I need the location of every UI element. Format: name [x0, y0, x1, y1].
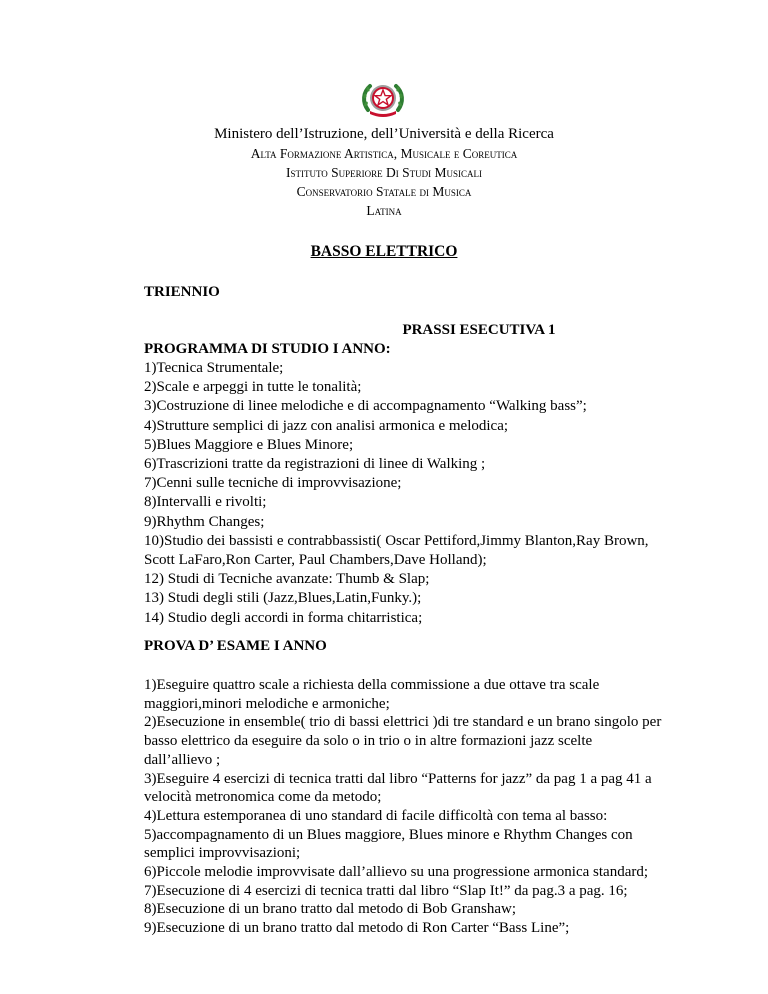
program-item: 12) Studi di Tecniche avanzate: Thumb & Slap;	[144, 571, 430, 588]
program-item: 8)Intervalli e rivolti;	[144, 494, 267, 511]
exam-item: 9)Esecuzione di un brano tratto dal metodo di Ron Carter “Bass Line”;	[144, 920, 570, 937]
program-item: 3)Costruzione di linee melodiche e di accompagnamento “Walking bass”;	[144, 398, 587, 415]
exam-item: 6)Piccole melodie improvvisate dall’allievo su una progressione armonica standard;	[144, 864, 649, 881]
exam-item: 5)accompagnamento di un Blues maggiore, Blues minore e Rhythm Changes con semplici improvvisazioni;	[144, 826, 633, 862]
program-item: 10)Studio dei bassisti e contrabbassisti( Oscar Pettiford,Jimmy Blanton,Ray Brown, Scott LaFaro,Ron Carter, Paul Chambers,Dave Holland);	[144, 532, 649, 569]
course-heading	[144, 321, 664, 340]
exam-item: 7)Esecuzione di 4 esercizi di tecnica tratti dal libro “Slap It!” da pag.3 a pag. 16;	[144, 882, 628, 899]
exam-item: 2)Esecuzione in ensemble( trio di bassi elettrici )di tre standard e un brano singolo per basso elettrico da eseguire da solo o in trio o in altre formazioni jazz scelte dall’allievo ;	[144, 714, 662, 768]
program-item: 6)Trascrizioni tratte da registrazioni di linee di Walking ;	[144, 456, 486, 473]
program-item: 9)Rhythm Changes;	[144, 513, 265, 530]
exam-heading: PROVA D’ ESAME I ANNO	[144, 638, 327, 654]
program-item: 4)Strutture semplici di jazz con analisi armonica e melodica;	[144, 417, 509, 434]
institution-header	[0, 125, 768, 220]
exam-item: 4)Lettura estemporanea di uno standard di facile difficoltà con tema al basso:	[144, 807, 608, 824]
institution-line-afam: Alta Formazione Artistica, Musicale e Coreutica	[250, 146, 518, 161]
italian-republic-emblem-icon	[360, 80, 406, 120]
exam-item: 3)Eseguire 4 esercizi di tecnica tratti dal libro “Patterns for jazz” da pag 1 a pag 41 a velocità metronomica come da metodo;	[144, 770, 652, 806]
document-title: BASSO ELETTRICO	[310, 243, 458, 260]
program-item: 5)Blues Maggiore e Blues Minore;	[144, 436, 354, 453]
exam-item: 1)Eseguire quattro scale a richiesta della commissione a due ottave tra scale maggiori,minori melodiche e armoniche;	[144, 677, 600, 712]
institution-line-city: Latina	[366, 203, 402, 218]
program-item: 2)Scale e arpeggi in tutte le tonalità;	[144, 379, 362, 396]
program-heading: PROGRAMMA DI STUDIO I ANNO:	[144, 341, 391, 357]
program-item: 13) Studi degli stili (Jazz,Blues,Latin,Funky.);	[144, 590, 422, 607]
exam-list	[144, 676, 664, 938]
program-item: 14) Studio degli accordi in forma chitarristica;	[144, 609, 423, 626]
course-title: PRASSI ESECUTIVA 1	[402, 322, 556, 338]
exam-item: 8)Esecuzione di un brano tratto dal metodo di Bob Granshaw;	[144, 901, 516, 918]
institution-line-conservatory: Conservatorio Statale di Musica	[296, 184, 472, 199]
program-item: 1)Tecnica Strumentale;	[144, 360, 284, 376]
program-item: 7)Cenni sulle tecniche di improvvisazione;	[144, 475, 402, 492]
ministry-name: Ministero dell’Istruzione, dell’Università e della Ricerca	[214, 126, 554, 142]
section-heading: TRIENNIO	[144, 284, 220, 300]
institution-line-issm: Istituto Superiore Di Studi Musicali	[285, 165, 483, 180]
program-list	[144, 359, 664, 628]
